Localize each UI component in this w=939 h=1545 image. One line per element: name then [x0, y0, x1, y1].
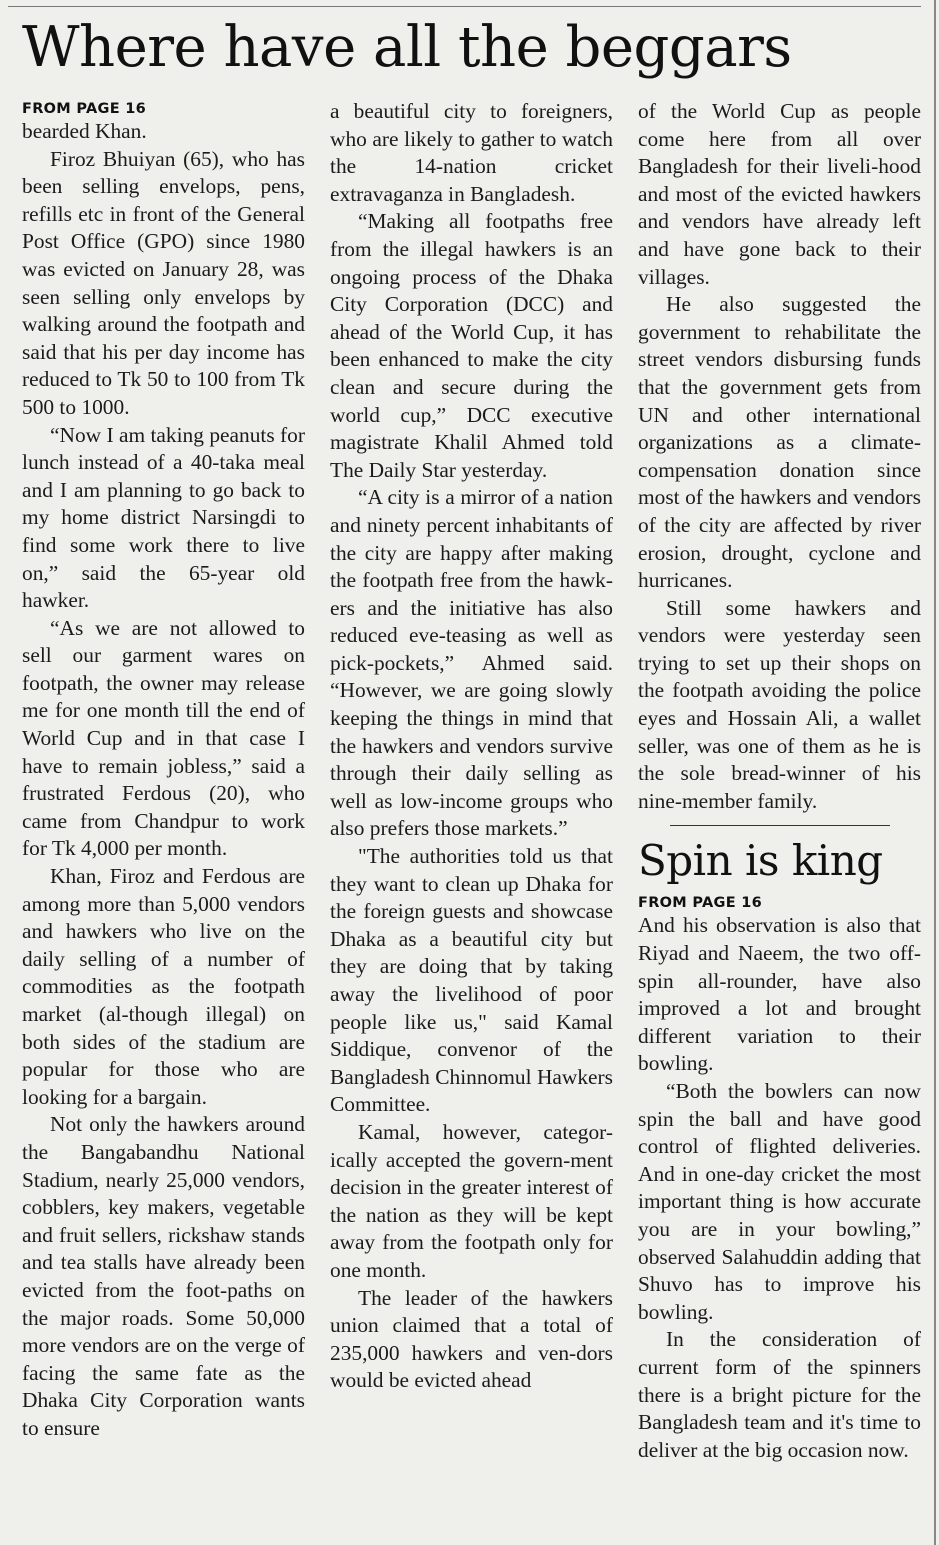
article-column-3 — [638, 98, 921, 1545]
article-paragraph: Still some hawkers and vendors were yesterday seen trying to set up their shops on the footpath avoiding the police eyes and Hossain Ali, a wallet seller, was one of them as he is the sole bread-winner of his nine-member family. — [638, 595, 921, 813]
article-kicker: FROM PAGE 16 — [22, 101, 147, 117]
article-paragraph: “A city is a mirror of a nation and ninety percent inhabitants of the city are happy after making the footpath free from the hawk-ers and the initiative has also reduced eve-teasing as well as pick-pockets,” Ahmed said. “However, we are going slowly keeping the things in mind that the hawkers and vendors survive through their daily selling as well as low-income groups who also prefers those markets.” — [330, 485, 613, 841]
second-article-paragraph: And his observation is also that Riyad and Naeem, the two off-spin all-rounder, have also improved a lot and brought different variation to their bowling. — [638, 913, 921, 1076]
right-edge-rule — [934, 0, 936, 1545]
second-article-headline: Spin is king — [638, 836, 883, 886]
article-paragraph: Khan, Firoz and Ferdous are among more than 5,000 vendors and hawkers who live on the daily selling of a number of commodities as the footpath market (al-though illegal) on both sides of the stadium are popular for those who are looking for a bargain. — [22, 864, 305, 1109]
second-article-paragraph: “Both the bowlers can now spin the ball and have good control of flighted deliveries. And in one-day cricket the most important thing is how accurate you are in your bowling,” observed Salahuddin adding that Shuvo has to improve his bowling. — [638, 1079, 921, 1324]
article-paragraph: “Making all footpaths free from the illegal hawkers is an ongoing process of the Dhaka City Corporation (DCC) and ahead of the World Cup, it has been enhanced to make the city clean and secure during the world cup,” DCC executive magistrate Khalil Ahmed told The Daily Star yesterday. — [330, 209, 613, 482]
article-paragraph: Kamal, however, categor-ically accepted the govern-ment decision in the greater interest of the nation as they will be kept away from the footpath only for one month. — [330, 1119, 613, 1282]
article-paragraph: Firoz Bhuiyan (65), who has been selling envelops, pens, refills etc in front of the General Post Office (GPO) since 1980 was evicted on January 28, was seen selling only envelops by walking around the footpath and said that his per day income has reduced to Tk 50 to 100 from Tk 500 to 1000. — [22, 146, 305, 419]
article-paragraph: bearded Khan. — [22, 119, 147, 143]
article-paragraph: “As we are not allowed to sell our garment wares on footpath, the owner may release me for one month till the end of World Cup and in that case I have to remain jobless,” said a frustrated Ferdous (20), who came from Chandpur to work for Tk 4,000 per month. — [22, 615, 305, 861]
article-paragraph: a beautiful city to foreigners, who are likely to gather to watch the 14-nation cricket extravaganza in Bangladesh. — [330, 99, 613, 206]
second-article-kicker: FROM PAGE 16 — [638, 895, 763, 912]
article-paragraph: He also suggested the government to rehabilitate the street vendors disbursing funds that the government gets from UN and other international organizations as a climate-compensation donation since most of the hawkers and vendors of the city are affected by river erosion, drought, cyclone and hurricanes. — [638, 292, 921, 593]
article-headline: Where have all the beggars — [22, 15, 792, 80]
article-paragraph: Not only the hawkers around the Bangabandhu National Stadium, nearly 25,000 vendors, cobblers, key makers, vegetable and fruit sellers, rickshaw stands and tea stalls have already been evicted from the foot-paths on the major roads. Some 50,000 more vendors are on the verge of facing the same fate as the Dhaka City Corporation wants to ensure — [22, 1112, 305, 1440]
article-column-1 — [22, 98, 305, 1545]
article-paragraph: The leader of the hawkers union claimed that a total of 235,000 hawkers and ven-dors would be evicted ahead — [330, 1285, 613, 1393]
article-paragraph: “Now I am taking peanuts for lunch instead of a 40-taka meal and I am planning to go back to my home district Narsingdi to find some work there to live on,” said the 65-year old hawker. — [22, 422, 305, 613]
article-paragraph: "The authorities told us that they want to clean up Dhaka for the foreign guests and showcase Dhaka as a beautiful city but they are doing that by taking away the livelihood of poor people like us," said Kamal Siddique, convenor of the Bangladesh Chinnomul Hawkers Committee. — [330, 844, 613, 1117]
article-divider — [670, 825, 890, 826]
top-rule — [8, 6, 921, 7]
article-paragraph: of the World Cup as people come here from all over Bangladesh for their liveli-hood and most of the evicted hawkers and vendors have already left and have gone back to their villages. — [638, 99, 921, 289]
second-article-paragraph: In the consideration of current form of the spinners there is a bright picture for the Bangladesh team and it's time to deliver at the big occasion now. — [638, 1327, 921, 1462]
article-column-2 — [330, 98, 613, 1545]
